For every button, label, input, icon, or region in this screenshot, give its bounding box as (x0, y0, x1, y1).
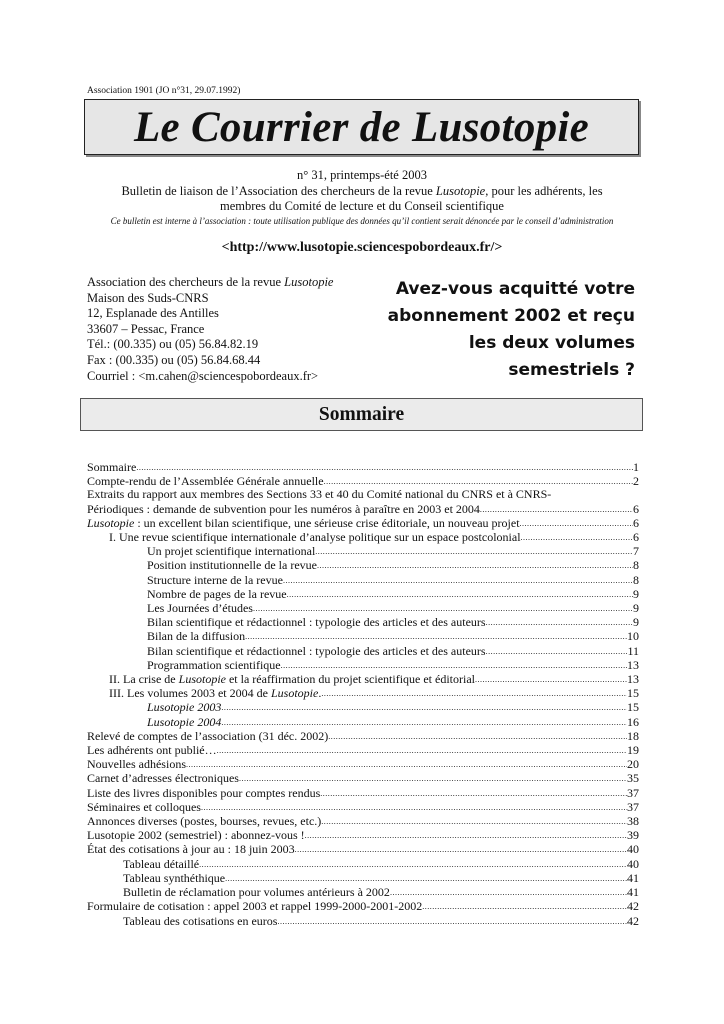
toc-entry[interactable]: Tableau des cotisations en euros ..... 42 (87, 914, 639, 928)
toc-entry[interactable]: Sommaire ..... 1 (87, 460, 639, 474)
toc-entry[interactable]: III. Les volumes 2003 et 2004 de Lusotopie. ..... 15 (87, 686, 639, 700)
toc-entry[interactable]: Annonces diverses (postes, bourses, revues, etc.) ..... 38 (87, 814, 639, 828)
toc-entry[interactable]: Lusotopie 2004 ..... 16 (87, 715, 639, 729)
masthead-box (84, 99, 639, 155)
toc-entry[interactable]: Formulaire de cotisation : appel 2003 et rappel 1999-2000-2001-2002 ..... 42 (87, 899, 639, 913)
toc-entry[interactable]: Nombre de pages de la revue ..... 9 (87, 587, 639, 601)
address-fax: Fax : (00.335) ou (05) 56.84.68.44 (87, 352, 261, 367)
sommaire-heading: Sommaire (80, 398, 643, 431)
toc-entry[interactable]: Programmation scientifique ..... 13 (87, 658, 639, 672)
toc-entry[interactable]: Relevé de comptes de l’association (31 déc. 2002) ..... 18 (87, 729, 639, 743)
issue-number: n° 31, printemps-été 2003 (297, 168, 427, 182)
toc-entry[interactable]: Bilan de la diffusion ..... 10 (87, 629, 639, 643)
toc-entry[interactable]: Séminaires et colloques ..... 37 (87, 800, 639, 814)
issue-block (84, 168, 640, 227)
bulletin-note: Ce bulletin est interne à l’association : toute utilisation publique des données qu’il contient serait dénoncée par le conseil d’administration (110, 215, 614, 226)
toc-entry-first-line[interactable]: Extraits du rapport aux membres des Sections 33 et 40 du Comité national du CNRS et à CNRS- (87, 487, 552, 502)
callout-line: les deux volumes (468, 333, 635, 353)
address-line-3: 12, Esplanade des Antilles (87, 306, 219, 321)
masthead-title: Le Courrier de Lusotopie (133, 104, 590, 151)
toc-entry[interactable]: Les adhérents ont publié… ..... 19 (87, 743, 639, 757)
toc-entry[interactable]: Compte-rendu de l’Assemblée Générale annuelle ..... 2 (87, 474, 639, 488)
address-tel: Tél.: (00.335) ou (05) 56.84.82.19 (87, 337, 259, 352)
toc-entry[interactable]: II. La crise de Lusotopie et la réaffirmation du projet scientifique et éditorial ..... 13 (87, 672, 639, 686)
toc-entry[interactable]: Lusotopie : un excellent bilan scientifique, une sérieuse crise éditoriale, un nouveau projet ..... 6 (87, 516, 639, 530)
callout-line: Avez-vous acquitté votre (395, 279, 635, 299)
toc-entry[interactable]: Périodiques : demande de subvention pour les numéros à paraître en 2003 et 2004 ..... 6 (87, 502, 639, 516)
bulletin-line-2: membres du Comité de lecture et du Conseil scientifique (220, 199, 504, 213)
toc-entry[interactable]: Tableau synthéthique ..... 41 (87, 871, 639, 885)
toc-entry[interactable]: Bulletin de réclamation pour volumes antérieurs à 2002 ..... 41 (87, 885, 639, 899)
address-email[interactable]: Courriel : <m.cahen@sciencespobordeaux.fr> (87, 368, 319, 383)
toc-entry[interactable]: Bilan scientifique et rédactionnel : typologie des articles et des auteurs ..... 11 (87, 644, 639, 658)
toc-entry[interactable]: Lusotopie 2002 (semestriel) : abonnez-vous ! ..... 39 (87, 828, 639, 842)
toc-entry[interactable]: Les Journées d’études ..... 9 (87, 601, 639, 615)
address-line-1: Association des chercheurs de la revue Lusotopie (87, 275, 334, 289)
website-link[interactable]: <http://www.lusotopie.sciencespobordeaux.fr/> (221, 240, 503, 255)
toc-entry[interactable]: Liste des livres disponibles pour comptes rendus ..... 37 (87, 786, 639, 800)
toc-entry[interactable]: Nouvelles adhésions ..... 20 (87, 757, 639, 771)
toc-entry[interactable]: Tableau détaillé ..... 40 (87, 857, 639, 871)
callout-line: semestriels ? (508, 360, 635, 380)
callout-line: abonnement 2002 et reçu (387, 306, 635, 326)
toc-entry[interactable]: Bilan scientifique et rédactionnel : typologie des articles et des auteurs ..... 9 (87, 615, 639, 629)
subscription-callout (380, 276, 635, 384)
address-line-4: 33607 – Pessac, France (87, 321, 205, 336)
toc-entry[interactable]: Un projet scientifique international ..... 7 (87, 544, 639, 558)
table-of-contents (87, 460, 639, 928)
toc-entry[interactable]: Position institutionnelle de la revue ..... 8 (87, 558, 639, 572)
bulletin-line-1: Bulletin de liaison de l’Association des chercheurs de la revue Lusotopie, pour les adhérents, les (121, 183, 603, 198)
toc-entry[interactable]: État des cotisations à jour au : 18 juin 2003 ..... 40 (87, 842, 639, 856)
toc-entry[interactable]: Structure interne de la revue ..... 8 (87, 573, 639, 587)
toc-entry[interactable]: I. Une revue scientifique internationale d’analyse politique sur un espace postcolonial ..... 6 (87, 530, 639, 544)
toc-entry[interactable]: Carnet d’adresses électroniques ..... 35 (87, 771, 639, 785)
toc-entry[interactable]: Lusotopie 2003 ..... 15 (87, 700, 639, 714)
address-line-2: Maison des Suds-CNRS (87, 290, 209, 305)
address-block (87, 275, 333, 384)
association-header-line: Association 1901 (JO n°31, 29.07.1992) (87, 86, 241, 96)
